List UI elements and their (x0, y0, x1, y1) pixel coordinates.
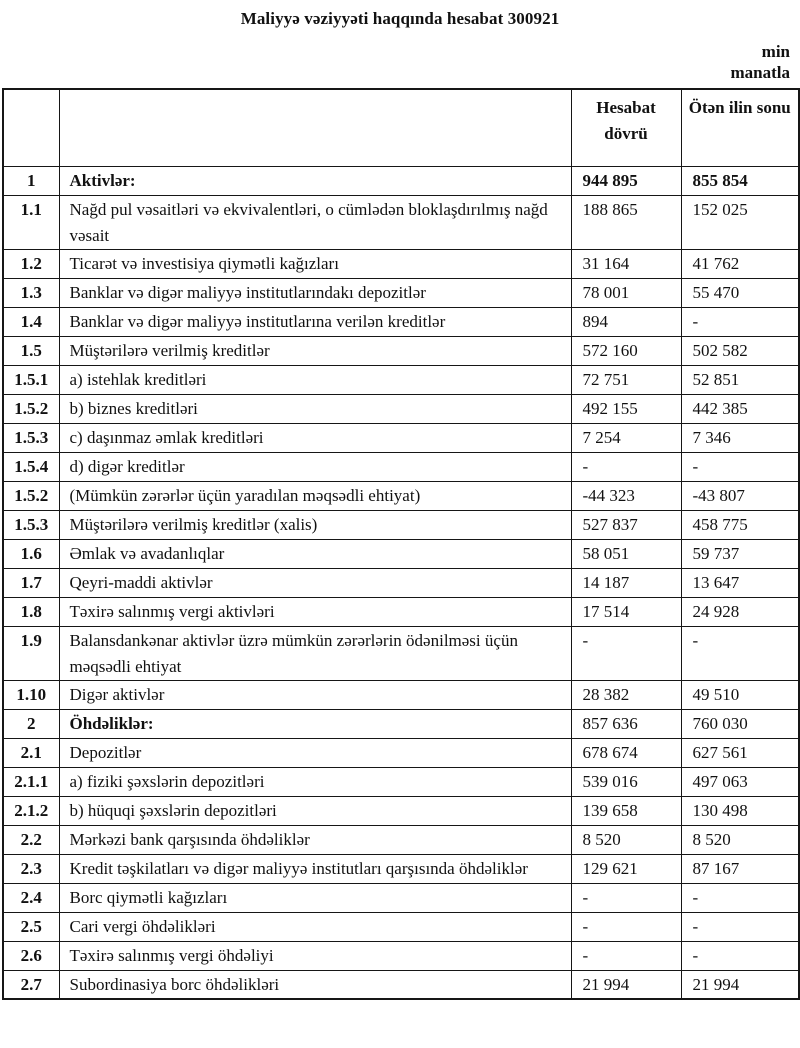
table-row (3, 626, 799, 680)
row-prior-value-cell: 49 510 (681, 680, 799, 709)
row-label-cell: b) biznes kreditləri (59, 394, 571, 423)
row-current-value-cell: - (571, 626, 681, 680)
row-label-cell: (Mümkün zərərlər üçün yaradılan məqsədli ehtiyat) (59, 481, 571, 510)
table-row (3, 336, 799, 365)
row-number-cell: 1.8 (3, 597, 59, 626)
header-current-period: Hesabat dövrü (571, 89, 681, 166)
row-number-cell: 1.9 (3, 626, 59, 680)
table-header (3, 89, 799, 166)
header-row-number (3, 89, 59, 166)
row-number-cell: 2.3 (3, 854, 59, 883)
row-prior-value-cell: 130 498 (681, 796, 799, 825)
row-prior-value-cell: 52 851 (681, 365, 799, 394)
row-prior-value-cell: 13 647 (681, 568, 799, 597)
row-current-value-cell: 7 254 (571, 423, 681, 452)
row-number-cell: 1.5.2 (3, 481, 59, 510)
row-current-value-cell: 678 674 (571, 738, 681, 767)
row-current-value-cell: 944 895 (571, 166, 681, 195)
row-number-cell: 1.5.3 (3, 510, 59, 539)
table-row (3, 767, 799, 796)
row-current-value-cell: -44 323 (571, 481, 681, 510)
row-current-value-cell: 894 (571, 307, 681, 336)
row-prior-value-cell: - (681, 307, 799, 336)
table-row (3, 423, 799, 452)
table-header-row (3, 89, 799, 166)
row-label-cell: Cari vergi öhdəlikləri (59, 912, 571, 941)
table-row (3, 365, 799, 394)
row-label-cell: Təxirə salınmış vergi öhdəliyi (59, 941, 571, 970)
row-number-cell: 1.5.1 (3, 365, 59, 394)
row-label-cell: c) daşınmaz əmlak kreditləri (59, 423, 571, 452)
table-row (3, 249, 799, 278)
row-number-cell: 2 (3, 709, 59, 738)
table-row (3, 912, 799, 941)
row-label-cell: Əmlak və avadanlıqlar (59, 539, 571, 568)
row-number-cell: 2.1.2 (3, 796, 59, 825)
row-label-cell: Banklar və digər maliyyə institutlarındakı depozitlər (59, 278, 571, 307)
report-title: Maliyyə vəziyyəti haqqında hesabat 300921 (240, 9, 560, 28)
table-row (3, 970, 799, 999)
row-current-value-cell: 78 001 (571, 278, 681, 307)
row-label-cell: Öhdəliklər: (59, 709, 571, 738)
row-prior-value-cell: 24 928 (681, 597, 799, 626)
row-current-value-cell: 21 994 (571, 970, 681, 999)
row-current-value-cell: - (571, 912, 681, 941)
table-row (3, 394, 799, 423)
row-current-value-cell: - (571, 941, 681, 970)
row-label-cell: a) istehlak kreditləri (59, 365, 571, 394)
row-label-cell: Nağd pul vəsaitləri və ekvivalentləri, o cümlədən bloklaşdırılmış nağd vəsait (59, 195, 571, 249)
row-number-cell: 1.2 (3, 249, 59, 278)
row-number-cell: 1.3 (3, 278, 59, 307)
table-row (3, 825, 799, 854)
row-current-value-cell: 857 636 (571, 709, 681, 738)
financial-position-table (2, 88, 800, 1000)
table-row (3, 680, 799, 709)
table-row (3, 278, 799, 307)
row-prior-value-cell: 855 854 (681, 166, 799, 195)
row-label-cell: Depozitlər (59, 738, 571, 767)
row-prior-value-cell: 21 994 (681, 970, 799, 999)
row-current-value-cell: 188 865 (571, 195, 681, 249)
row-label-cell: Subordinasiya borc öhdəlikləri (59, 970, 571, 999)
row-label-cell: Müştərilərə verilmiş kreditlər (xalis) (59, 510, 571, 539)
row-current-value-cell: 492 155 (571, 394, 681, 423)
unit-note (0, 29, 800, 88)
row-current-value-cell: 539 016 (571, 767, 681, 796)
row-prior-value-cell: 41 762 (681, 249, 799, 278)
table-row (3, 452, 799, 481)
row-prior-value-cell: 760 030 (681, 709, 799, 738)
row-label-cell: Qeyri-maddi aktivlər (59, 568, 571, 597)
row-prior-value-cell: 59 737 (681, 539, 799, 568)
row-label-cell: Borc qiymətli kağızları (59, 883, 571, 912)
row-number-cell: 2.1.1 (3, 767, 59, 796)
table-row (3, 597, 799, 626)
row-number-cell: 1.5 (3, 336, 59, 365)
table-row (3, 539, 799, 568)
row-number-cell: 2.1 (3, 738, 59, 767)
row-prior-value-cell: 8 520 (681, 825, 799, 854)
row-current-value-cell: - (571, 883, 681, 912)
row-prior-value-cell: 87 167 (681, 854, 799, 883)
row-number-cell: 1.1 (3, 195, 59, 249)
row-label-cell: Digər aktivlər (59, 680, 571, 709)
table-row (3, 883, 799, 912)
row-current-value-cell: 58 051 (571, 539, 681, 568)
table-row (3, 709, 799, 738)
row-label-cell: d) digər kreditlər (59, 452, 571, 481)
row-number-cell: 2.2 (3, 825, 59, 854)
row-number-cell: 1.6 (3, 539, 59, 568)
row-current-value-cell: 139 658 (571, 796, 681, 825)
table-row (3, 307, 799, 336)
row-prior-value-cell: - (681, 626, 799, 680)
row-label-cell: Ticarət və investisiya qiymətli kağızları (59, 249, 571, 278)
table-row (3, 941, 799, 970)
row-prior-value-cell: 7 346 (681, 423, 799, 452)
row-prior-value-cell: 55 470 (681, 278, 799, 307)
row-prior-value-cell: 497 063 (681, 767, 799, 796)
unit-note-line1: min (761, 42, 790, 61)
table-row (3, 796, 799, 825)
row-label-cell: Balansdankənar aktivlər üzrə mümkün zərərlərin ödənilməsi üçün məqsədli ehtiyat (59, 626, 571, 680)
row-current-value-cell: 572 160 (571, 336, 681, 365)
row-number-cell: 2.5 (3, 912, 59, 941)
row-prior-value-cell: 152 025 (681, 195, 799, 249)
row-current-value-cell: 14 187 (571, 568, 681, 597)
header-description (59, 89, 571, 166)
row-number-cell: 2.4 (3, 883, 59, 912)
row-number-cell: 1.5.2 (3, 394, 59, 423)
table-row (3, 195, 799, 249)
row-number-cell: 1 (3, 166, 59, 195)
row-current-value-cell: 8 520 (571, 825, 681, 854)
row-current-value-cell: 527 837 (571, 510, 681, 539)
table-row (3, 166, 799, 195)
row-number-cell: 1.4 (3, 307, 59, 336)
row-current-value-cell: 28 382 (571, 680, 681, 709)
row-label-cell: Mərkəzi bank qarşısında öhdəliklər (59, 825, 571, 854)
row-label-cell: a) fiziki şəxslərin depozitləri (59, 767, 571, 796)
row-current-value-cell: 72 751 (571, 365, 681, 394)
row-number-cell: 1.7 (3, 568, 59, 597)
row-current-value-cell: 31 164 (571, 249, 681, 278)
table-row (3, 568, 799, 597)
row-current-value-cell: 129 621 (571, 854, 681, 883)
table-row (3, 854, 799, 883)
row-prior-value-cell: 442 385 (681, 394, 799, 423)
row-prior-value-cell: - (681, 941, 799, 970)
row-current-value-cell: - (571, 452, 681, 481)
row-number-cell: 1.5.3 (3, 423, 59, 452)
row-prior-value-cell: - (681, 452, 799, 481)
row-label-cell: Aktivlər: (59, 166, 571, 195)
table-row (3, 510, 799, 539)
row-prior-value-cell: -43 807 (681, 481, 799, 510)
row-label-cell: Kredit təşkilatları və digər maliyyə institutları qarşısında öhdəliklər (59, 854, 571, 883)
row-number-cell: 2.7 (3, 970, 59, 999)
row-number-cell: 2.6 (3, 941, 59, 970)
row-prior-value-cell: 502 582 (681, 336, 799, 365)
table-row (3, 481, 799, 510)
unit-note-line2: manatla (730, 63, 790, 82)
row-label-cell: Təxirə salınmış vergi aktivləri (59, 597, 571, 626)
report-table-body (3, 166, 799, 999)
row-label-cell: Müştərilərə verilmiş kreditlər (59, 336, 571, 365)
row-prior-value-cell: 627 561 (681, 738, 799, 767)
row-label-cell: Banklar və digər maliyyə institutlarına verilən kreditlər (59, 307, 571, 336)
row-number-cell: 1.5.4 (3, 452, 59, 481)
row-prior-value-cell: - (681, 883, 799, 912)
row-current-value-cell: 17 514 (571, 597, 681, 626)
row-number-cell: 1.10 (3, 680, 59, 709)
row-label-cell: b) hüquqi şəxslərin depozitləri (59, 796, 571, 825)
row-prior-value-cell: - (681, 912, 799, 941)
table-row (3, 738, 799, 767)
row-prior-value-cell: 458 775 (681, 510, 799, 539)
header-prior-year-end: Ötən ilin sonu (681, 89, 799, 166)
